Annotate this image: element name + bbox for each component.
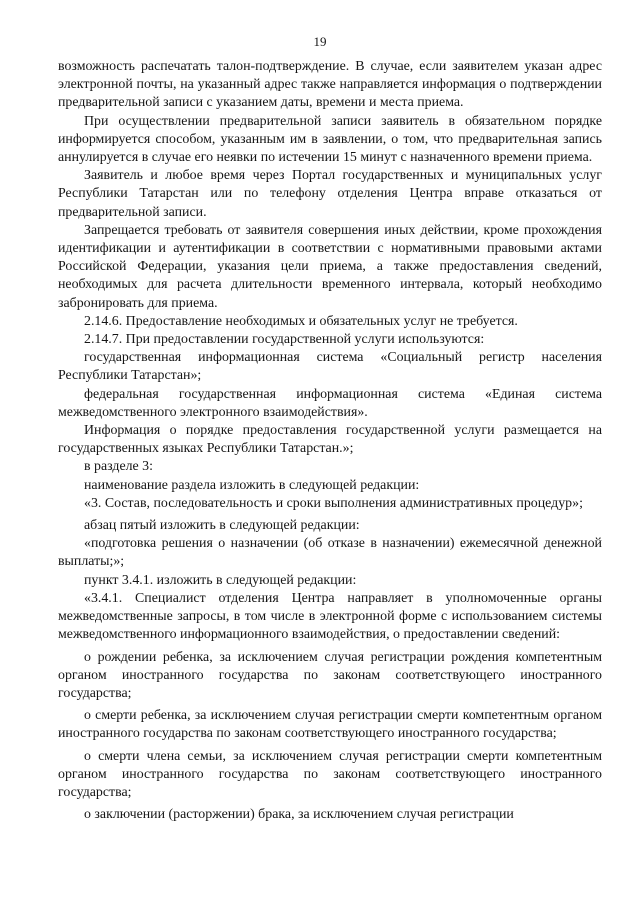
paragraph-section-3-title: «3. Состав, последовательность и сроки выполнения административных процедур»;	[84, 495, 583, 511]
paragraph-marriage-info: о заключении (расторжении) брака, за исключением случая регистрации	[84, 807, 514, 823]
paragraph-2-14-7: 2.14.7. При предоставлении государственной услуги используются:	[84, 332, 485, 348]
paragraph-continuation: возможность распечатать талон-подтверждение. В случае, если заявителем указан адрес электронной почты, на указанный адрес также направляется информация о подтверждении предварительной записи с указанием даты, времени и места приема.	[58, 59, 602, 111]
paragraph-social-register-system: государственная информационная система «Социальный регистр населения Республики Татарстан»;	[58, 350, 602, 384]
paragraph-fifth-abzac: абзац пятый изложить в следующей редакции:	[84, 518, 360, 534]
paragraph-cancel-appointment: Заявитель и любое время через Портал государственных и муниципальных услуг Республики Татарстан или по телефону отделения Центра вправе отказаться от предварительной записи.	[58, 168, 602, 220]
paragraph-section-3: в разделе 3:	[84, 459, 153, 475]
paragraph-2-14-6: 2.14.6. Предоставление необходимых и обязательных услуг не требуется.	[84, 313, 518, 329]
paragraph-child-death-info: о смерти ребенка, за исключением случая регистрации смерти компетентным органом иностранного государства по законам соответствующего иностранного государства;	[58, 708, 602, 742]
paragraph-family-member-death-info: о смерти члена семьи, за исключением случая регистрации смерти компетентным органом иностранного государства по законам соответствующего иностранного государства;	[58, 748, 602, 800]
paragraph-federal-system: федеральная государственная информационная система «Единая система межведомственного электронного взаимодействия».	[58, 386, 602, 420]
paragraph-preliminary-notification: При осуществлении предварительной записи заявитель в обязательном порядке информируется способом, указанным им в заявлении, о том, что предварительная запись аннулируется в случае его неявки по истечении 15 минут с назначенного времени приема.	[58, 113, 602, 166]
page-number: 19	[313, 34, 327, 49]
paragraph-state-languages: Информация о порядке предоставления государственной услуги размещается на государственных языках Республики Татарстан.»;	[58, 423, 602, 457]
paragraph-3-4-1-text: «3.4.1. Специалист отделения Центра направляет в уполномоченные органы межведомственные запросы, в том числе в электронной форме с использованием системы межведомственного информационного взаимодействия, о предоставлении сведений:	[58, 590, 602, 643]
paragraph-monthly-payment: «подготовка решения о назначении (об отказе в назначении) ежемесячной денежной выплаты;»;	[58, 536, 602, 570]
document-body	[58, 58, 602, 824]
paragraph-birth-info: о рождении ребенка, за исключением случая регистрации рождения компетентным органом иностранного государства по законам соответствующего иностранного государства;	[58, 649, 602, 701]
paragraph-item-3-4-1-change: пункт 3.4.1. изложить в следующей редакции:	[84, 572, 357, 588]
paragraph-prohibition: Запрещается требовать от заявителя совершения иных действии, кроме прохождения идентификации и аутентификации в соответствии с нормативными правовыми актами Российской Федерации, указания цели приема, а также предоставления сведений, необходимых для расчета длительности временного интервала, который необходимо забронировать для приема.	[58, 222, 602, 311]
paragraph-section-title-change: наименование раздела изложить в следующей редакции:	[84, 477, 420, 493]
